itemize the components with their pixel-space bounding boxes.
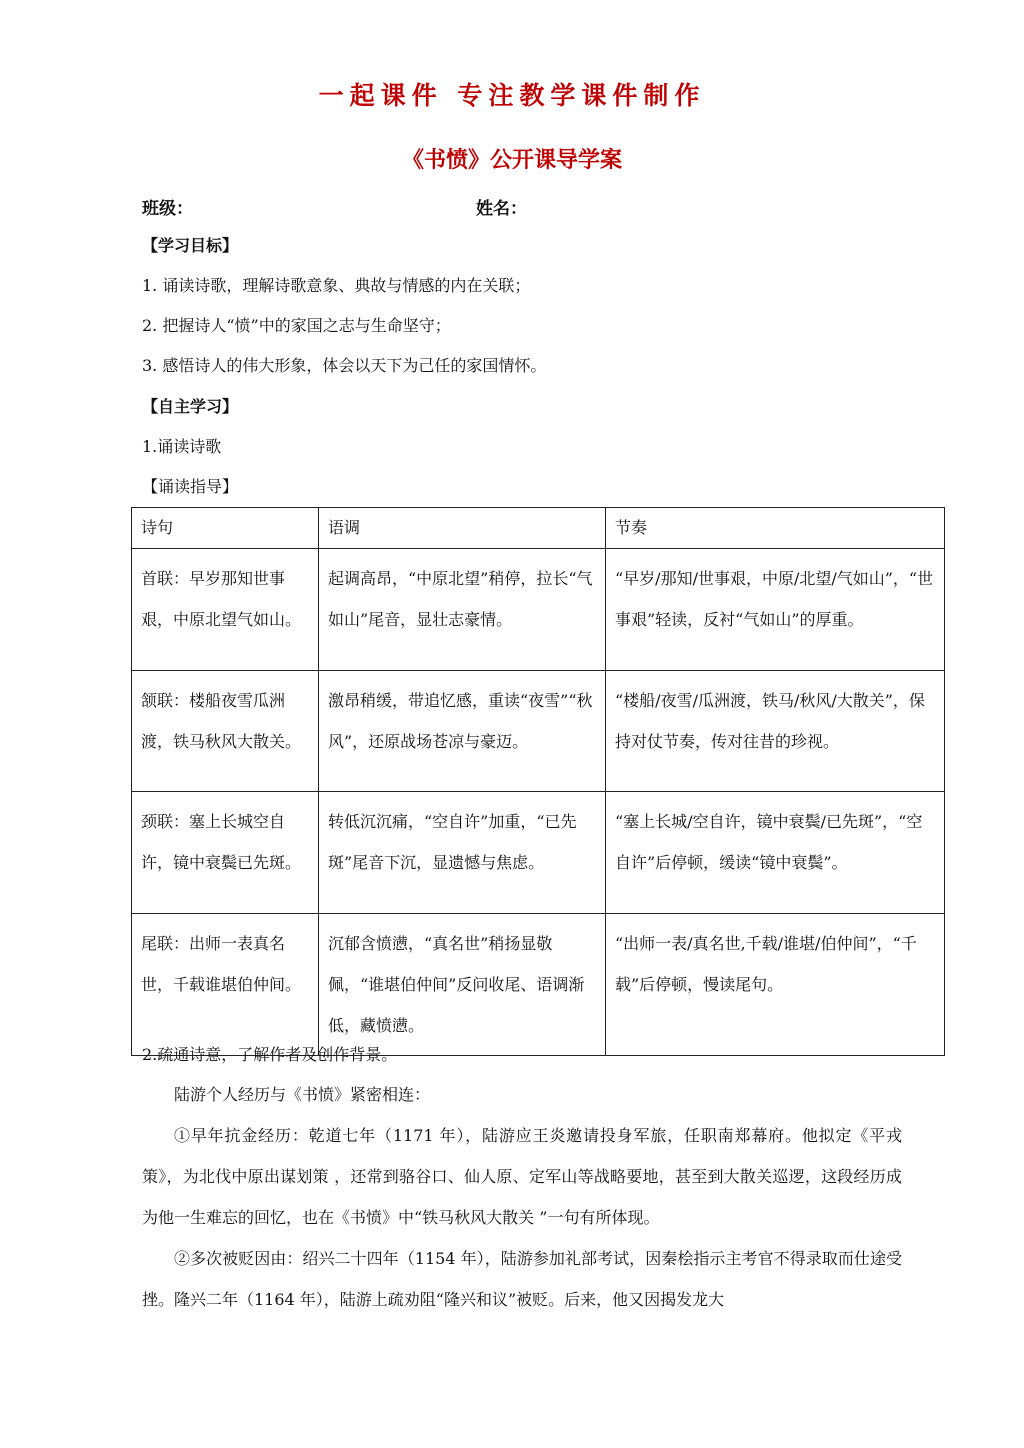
step2-heading: 2.疏通诗意，了解作者及创作背景。 [142,1045,398,1064]
table-row [132,549,945,671]
cell-tone: 沉郁含愤懑，“真名世”稍扬显敬佩，“谁堪伯仲间”反问收尾、语调渐低，藏愤懑。 [319,914,606,1056]
table-header-row [132,508,945,549]
cell-rhythm: “塞上长城/空自许，镜中衰鬓/已先斑”，“空自许”后停顿，缓读“镜中衰鬓”。 [606,792,945,914]
background-paragraph: ①早年抗金经历：乾道七年（1171 年），陆游应王炎邀请投身军旅，任职南郑幕府。他拟定《平戎策》，为北伐中原出谋划策 ，还常到骆谷口、仙人原、定军山等战略要地，甚至到大散关巡逻，这段经历成为他一生难忘的回忆，也在《书愤》中“铁马秋风大散关 ”一句有所体现。 [142,1126,902,1227]
column-header-line: 诗句 [132,508,319,549]
page-title: 《书愤》公开课导学案 [401,147,622,173]
goal-item: 2. 把握诗人“愤”中的家国之志与生命坚守； [142,316,451,335]
table-row [132,914,945,1056]
cell-rhythm: “出师一表/真名世,千载/谁堪/伯仲间”，“千载”后停顿，慢读尾句。 [606,914,945,1056]
cell-tone: 激昂稍缓，带追忆感，重读“夜雪”“秋风”，还原战场苍凉与豪迈。 [319,671,606,792]
background-paragraph: ②多次被贬因由：绍兴二十四年（1154 年），陆游参加礼部考试，因秦桧指示主考官不得录取而仕途受挫。隆兴二年（1164 年），陆游上疏劝阻“隆兴和议”被贬。后来，他又因揭发龙大 [142,1249,902,1309]
goal-item: 1. 诵读诗歌，理解诗歌意象、典故与情感的内在关联； [142,276,531,295]
cell-line: 首联：早岁那知世事艰，中原北望气如山。 [132,549,319,671]
self-study-heading: 【自主学习】 [142,397,239,416]
column-header-tone: 语调 [319,508,606,549]
cell-rhythm: “楼船/夜雪/瓜洲渡，铁马/秋风/大散关”，保持对仗节奏，传对往昔的珍视。 [606,671,945,792]
step1-heading: 1.诵读诗歌 [142,437,222,456]
cell-tone: 转低沉沉痛，“空自许”加重，“已先斑”尾音下沉，显遗憾与焦虑。 [319,792,606,914]
cell-line: 尾联：出师一表真名世，千载谁堪伯仲间。 [132,914,319,1056]
cell-rhythm: “早岁/那知/世事艰，中原/北望/气如山”，“世事艰”轻读，反衬“气如山”的厚重。 [606,549,945,671]
table-row [132,792,945,914]
guide-heading: 【诵读指导】 [142,477,239,496]
cell-line: 颔联：楼船夜雪瓜洲渡，铁马秋风大散关。 [132,671,319,792]
reading-guide-table [131,507,945,1056]
name-field-label: 姓名： [476,199,527,219]
table-row [132,671,945,792]
goals-heading: 【学习目标】 [142,236,239,255]
column-header-rhythm: 节奏 [606,508,945,549]
goal-item: 3. 感悟诗人的伟大形象，体会以天下为己任的家国情怀。 [142,356,547,375]
cell-line: 颈联：塞上长城空自许，镜中衰鬓已先斑。 [132,792,319,914]
brand-banner: 一起课件 专注教学课件制作 [318,81,706,110]
step2-intro: 陆游个人经历与《书愤》紧密相连： [174,1085,431,1104]
class-field-label: 班级： [142,199,193,219]
cell-tone: 起调高昂，“中原北望”稍停，拉长“气如山”尾音，显壮志豪情。 [319,549,606,671]
